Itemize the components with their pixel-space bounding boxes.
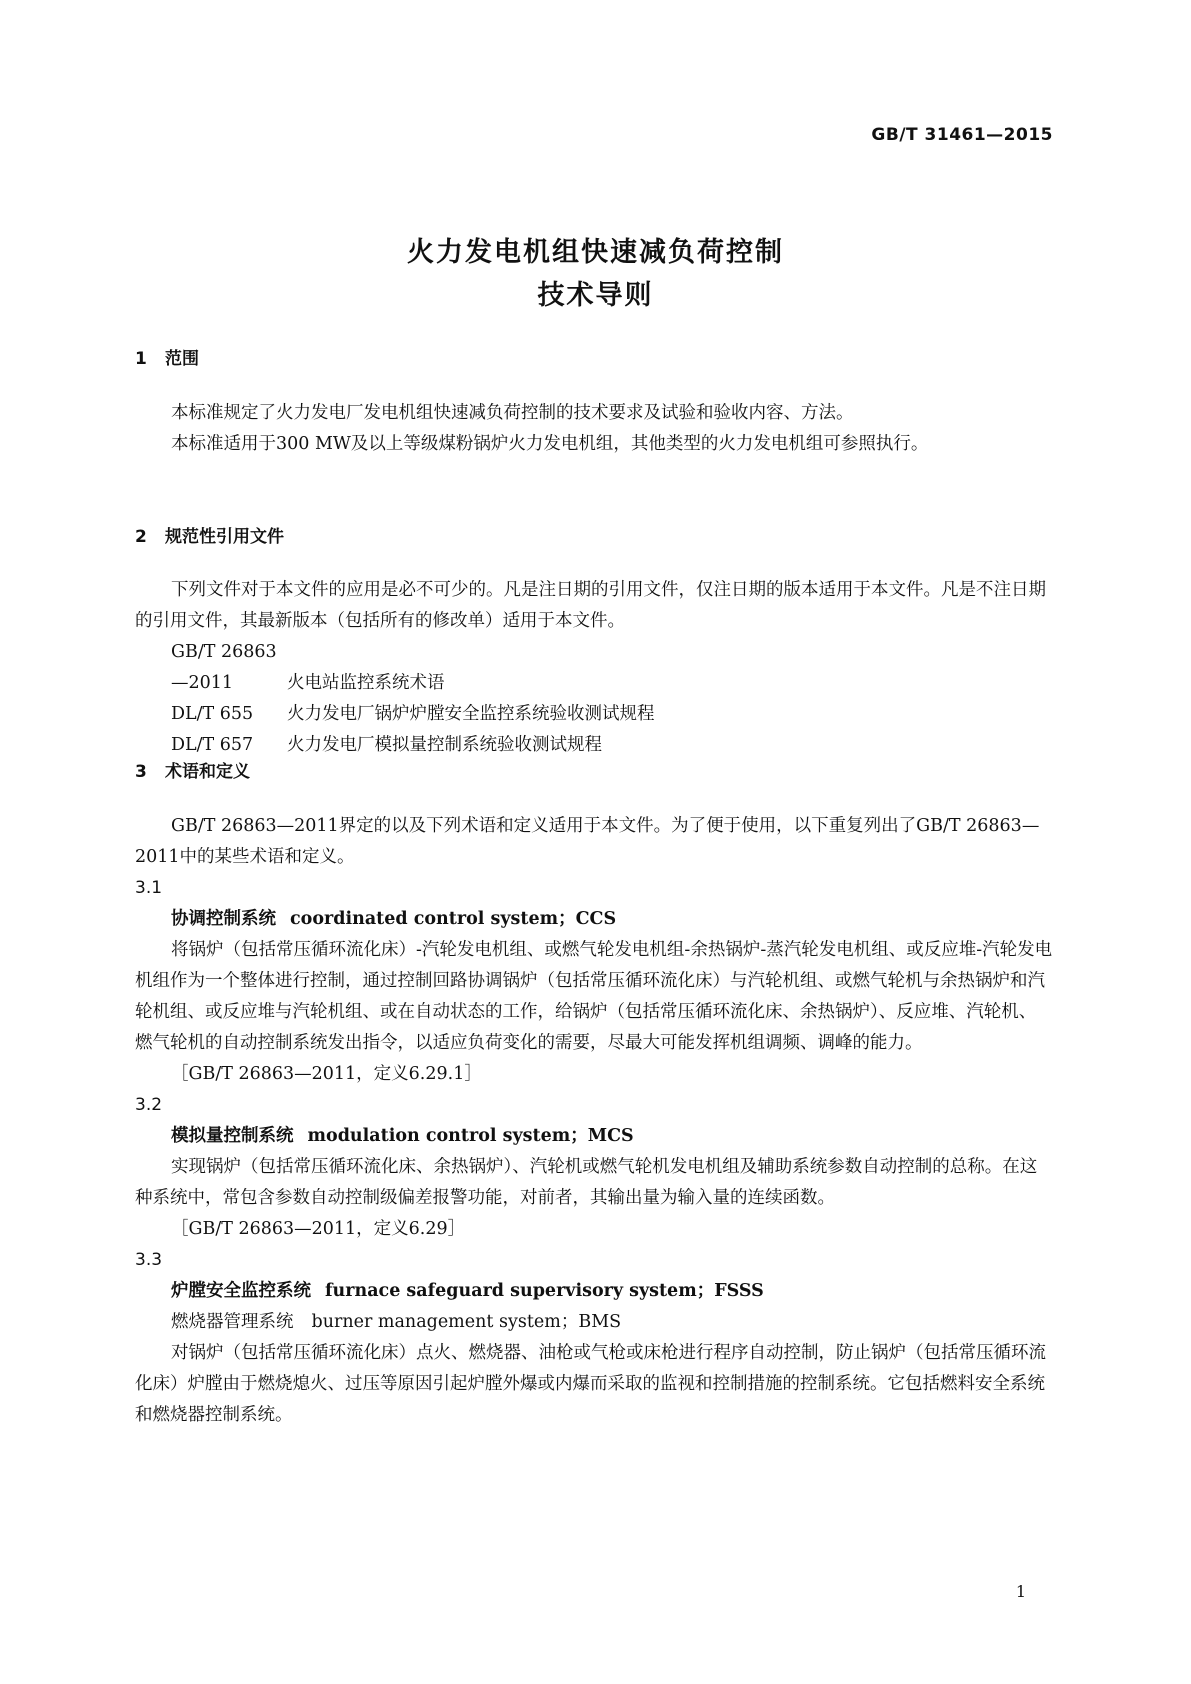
term-alt-zh: 燃烧器管理系统 xyxy=(171,1312,294,1332)
section-title: 范围 xyxy=(165,349,199,369)
document-title-line1: 火力发电机组快速减负荷控制 xyxy=(407,237,784,268)
section-number: 2 xyxy=(135,527,147,547)
reference-code: GB/T 26863—2011 xyxy=(171,642,277,693)
paragraph: 本标准适用于300 MW及以上等级煤粉锅炉火力发电机组，其他类型的火力发电机组可参照执行。 xyxy=(171,434,929,454)
term-name-zh: 模拟量控制系统 xyxy=(171,1126,294,1146)
reference-title: 火力发电厂锅炉炉膛安全监控系统验收测试规程 xyxy=(287,704,655,724)
section-number: 3 xyxy=(135,762,147,782)
term-title xyxy=(135,904,1053,935)
term-definition: 实现锅炉（包括常压循环流化床、余热锅炉）、汽轮机或燃气轮机发电机组及辅助系统参数自动控制的总称。在这种系统中，常包含参数自动控制级偏差报警功能，对前者，其输出量为输入量的连续函数。 xyxy=(135,1157,1038,1208)
term-source: ［GB/T 26863—2011，定义6.29］ xyxy=(171,1219,466,1239)
section-3-body xyxy=(135,811,1053,1431)
section-1-body xyxy=(135,398,1053,460)
term-number: 3.2 xyxy=(135,1095,163,1115)
term-title xyxy=(135,1121,1053,1152)
term-source: ［GB/T 26863—2011，定义6.29.1］ xyxy=(171,1064,482,1084)
section-2-body xyxy=(135,575,1053,761)
standard-code: GB/T 31461—2015 xyxy=(871,125,1053,145)
term-alt-en: burner management system；BMS xyxy=(311,1312,622,1332)
section-title: 规范性引用文件 xyxy=(165,527,284,547)
term-name-zh: 协调控制系统 xyxy=(171,909,276,929)
term-definition: 对锅炉（包括常压循环流化床）点火、燃烧器、油枪或气枪或床枪进行程序自动控制，防止锅炉（包括常压循环流化床）炉膛由于燃烧熄火、过压等原因引起炉膛外爆或内爆而采取的监视和控制措施的控制系统。它包括燃料安全系统和燃烧器控制系统。 xyxy=(135,1343,1046,1425)
section-2-heading xyxy=(135,522,284,547)
reference-code: DL/T 657 xyxy=(171,735,254,755)
term-name-en: modulation control system；MCS xyxy=(307,1126,634,1146)
term-definition: 将锅炉（包括常压循环流化床）-汽轮发电机组、或燃气轮发电机组-余热锅炉-蒸汽轮发电机组、或反应堆-汽轮发电机组作为一个整体进行控制，通过控制回路协调锅炉（包括常压循环流化床）与汽轮机组、或燃气轮机与余热锅炉和汽轮机组、或反应堆与汽轮机组、或在自动状态的工作，给锅炉（包括常压循环流化床、余热锅炉）、反应堆、汽轮机、燃气轮机的自动控制系统发出指令，以适应负荷变化的需要，尽最大可能发挥机组调频、调峰的能力。 xyxy=(135,940,1053,1053)
term-title xyxy=(135,1276,1053,1307)
document-title-line2: 技术导则 xyxy=(537,280,654,311)
reference-item xyxy=(135,730,1053,761)
reference-item xyxy=(135,699,1053,730)
section-1-heading xyxy=(135,344,199,369)
page-number: 1 xyxy=(1015,1582,1026,1601)
paragraph: 下列文件对于本文件的应用是必不可少的。凡是注日期的引用文件，仅注日期的版本适用于本文件。凡是不注日期的引用文件，其最新版本（包括所有的修改单）适用于本文件。 xyxy=(135,580,1046,631)
paragraph: 本标准规定了火力发电厂发电机组快速减负荷控制的技术要求及试验和验收内容、方法。 xyxy=(171,403,854,423)
section-3-heading xyxy=(135,757,250,782)
term-number: 3.3 xyxy=(135,1250,163,1270)
term-name-zh: 炉膛安全监控系统 xyxy=(171,1281,311,1301)
term-alternative xyxy=(135,1307,1053,1338)
reference-item xyxy=(135,637,1053,699)
term-number: 3.1 xyxy=(135,878,163,898)
section-title: 术语和定义 xyxy=(165,762,250,782)
term-name-en: coordinated control system；CCS xyxy=(290,909,617,929)
paragraph: GB/T 26863—2011界定的以及下列术语和定义适用于本文件。为了便于使用，以下重复列出了GB/T 26863—2011中的某些术语和定义。 xyxy=(135,816,1040,867)
reference-code: DL/T 655 xyxy=(171,704,254,724)
section-number: 1 xyxy=(135,349,147,369)
term-name-en: furnace safeguard supervisory system；FSSS xyxy=(325,1281,764,1301)
reference-title: 火电站监控系统术语 xyxy=(287,673,445,693)
reference-title: 火力发电厂模拟量控制系统验收测试规程 xyxy=(287,735,602,755)
